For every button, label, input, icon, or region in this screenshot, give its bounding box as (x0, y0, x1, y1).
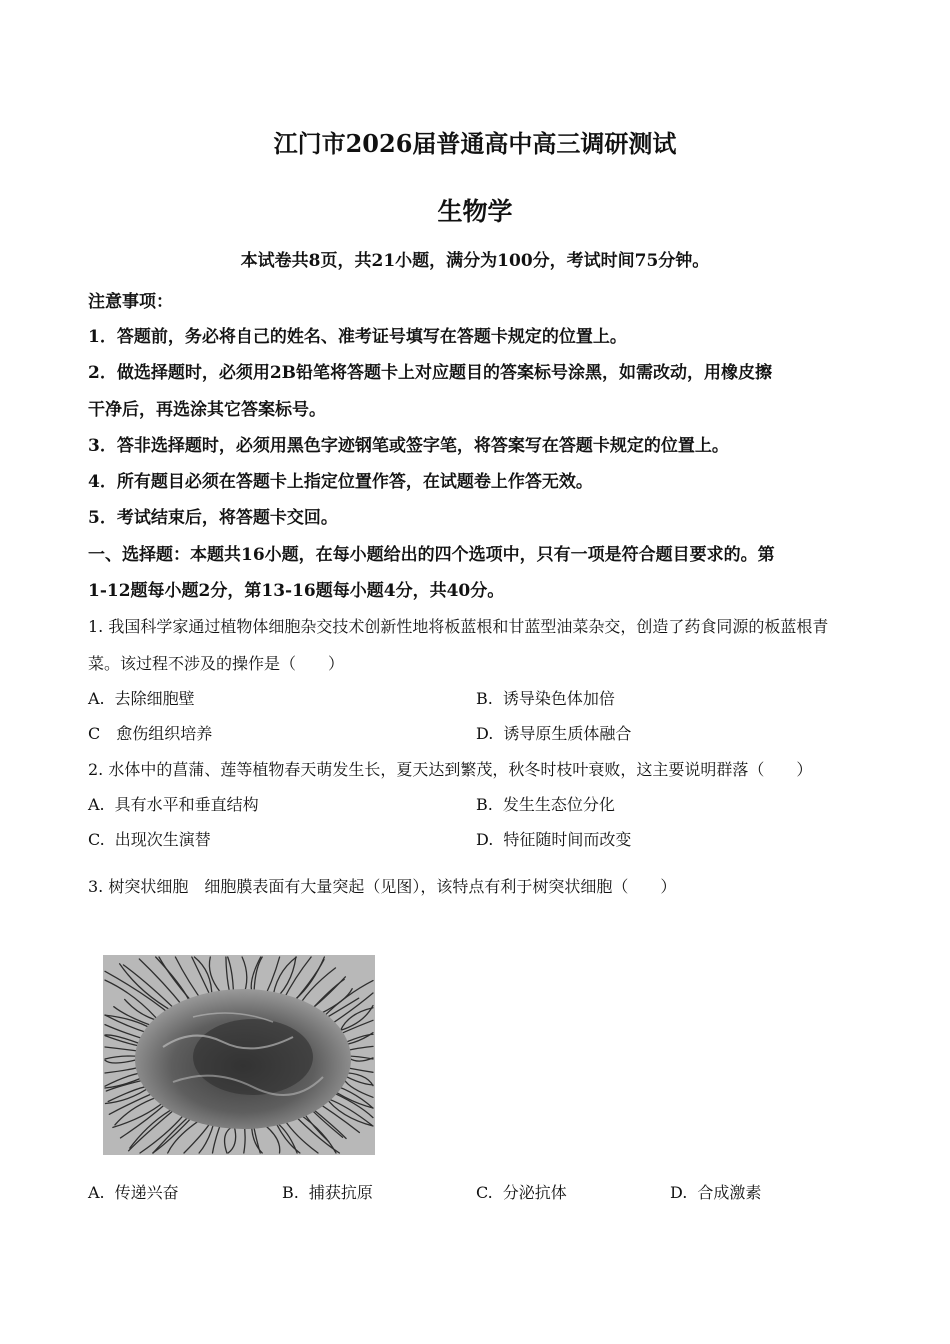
option-letter: C (88, 724, 101, 743)
option-letter: A. (88, 1183, 105, 1202)
question-1-stem: 1. 我国科学家通过植物体细胞杂交技术创新性地将板蓝根和甘蓝型油菜杂交，创造了药食同源的板蓝根青 (88, 617, 829, 636)
notes-heading: 注意事项： (88, 292, 173, 312)
exam-title: 江门市2026届普通高中高三调研测试 (273, 129, 677, 158)
note-item-2-cont: 干净后，再选涂其它答案标号。 (88, 400, 326, 420)
option-letter: C. (476, 1183, 493, 1202)
option-letter: B. (476, 795, 493, 814)
note-item-1: 1．答题前，务必将自己的姓名、准考证号填写在答题卡规定的位置上。 (88, 327, 627, 347)
question-2-stem: 2. 水体中的菖蒲、莲等植物春天萌发生长，夏天达到繁茂，秋冬时枝叶衰败，这主要说明群落（ ） (88, 760, 813, 779)
exam-info: 本试卷共8页，共21小题，满分为100分，考试时间75分钟。 (240, 251, 710, 271)
q3-option-a[interactable] (88, 1180, 179, 1203)
q3-option-b[interactable] (282, 1180, 373, 1203)
option-letter: D. (476, 830, 494, 849)
q3-option-d[interactable] (670, 1180, 761, 1203)
question-1-stem-cont: 菜。该过程不涉及的操作是（ ） (88, 654, 345, 673)
q1-option-a[interactable] (88, 686, 195, 709)
option-text: 特征随时间而改变 (503, 830, 632, 849)
option-text: 愈伤组织培养 (116, 724, 213, 743)
note-item-2: 2．做选择题时，必须用2B铅笔将答题卡上对应题目的答案标号涂黑，如需改动，用橡皮擦 (88, 363, 773, 383)
option-letter: D. (476, 724, 494, 743)
option-letter: B. (282, 1183, 299, 1202)
option-text: 发生生态位分化 (502, 795, 615, 814)
note-item-4: 4．所有题目必须在答题卡上指定位置作答，在试题卷上作答无效。 (88, 472, 593, 492)
note-item-3: 3．答非选择题时，必须用黑色字迹钢笔或签字笔，将答案写在答题卡规定的位置上。 (88, 436, 729, 456)
option-letter: A. (88, 795, 105, 814)
option-text: 诱导染色体加倍 (502, 689, 615, 708)
question-3-stem: 3. 树突状细胞 细胞膜表面有大量突起（见图），该特点有利于树突状细胞（ ） (88, 877, 677, 896)
option-text: 传递兴奋 (114, 1183, 179, 1202)
option-letter: D. (670, 1183, 688, 1202)
q2-option-b[interactable] (476, 792, 615, 815)
option-letter: A. (88, 689, 105, 708)
option-text: 具有水平和垂直结构 (114, 795, 259, 814)
option-text: 分泌抗体 (502, 1183, 567, 1202)
q1-option-b[interactable] (476, 686, 615, 709)
q1-option-c[interactable] (88, 721, 212, 744)
option-letter: C. (88, 830, 105, 849)
q3-option-c[interactable] (476, 1180, 567, 1203)
option-text: 出现次生演替 (114, 830, 211, 849)
option-text: 合成激素 (697, 1183, 762, 1202)
section-heading-line1: 一、选择题：本题共16小题，在每小题给出的四个选项中，只有一项是符合题目要求的。第 (88, 545, 775, 565)
option-text: 捕获抗原 (308, 1183, 373, 1202)
q1-option-d[interactable] (476, 721, 631, 744)
q2-option-c[interactable] (88, 827, 211, 850)
q2-option-d[interactable] (476, 827, 631, 850)
q2-option-a[interactable] (88, 792, 259, 815)
option-text: 诱导原生质体融合 (503, 724, 632, 743)
section-heading-line2: 1-12题每小题2分，第13-16题每小题4分，共40分。 (88, 581, 505, 601)
dendritic-cell-figure (103, 947, 375, 1157)
option-letter: B. (476, 689, 493, 708)
subject-title: 生物学 (437, 197, 513, 226)
option-text: 去除细胞壁 (114, 689, 195, 708)
note-item-5: 5．考试结束后，将答题卡交回。 (88, 508, 338, 528)
